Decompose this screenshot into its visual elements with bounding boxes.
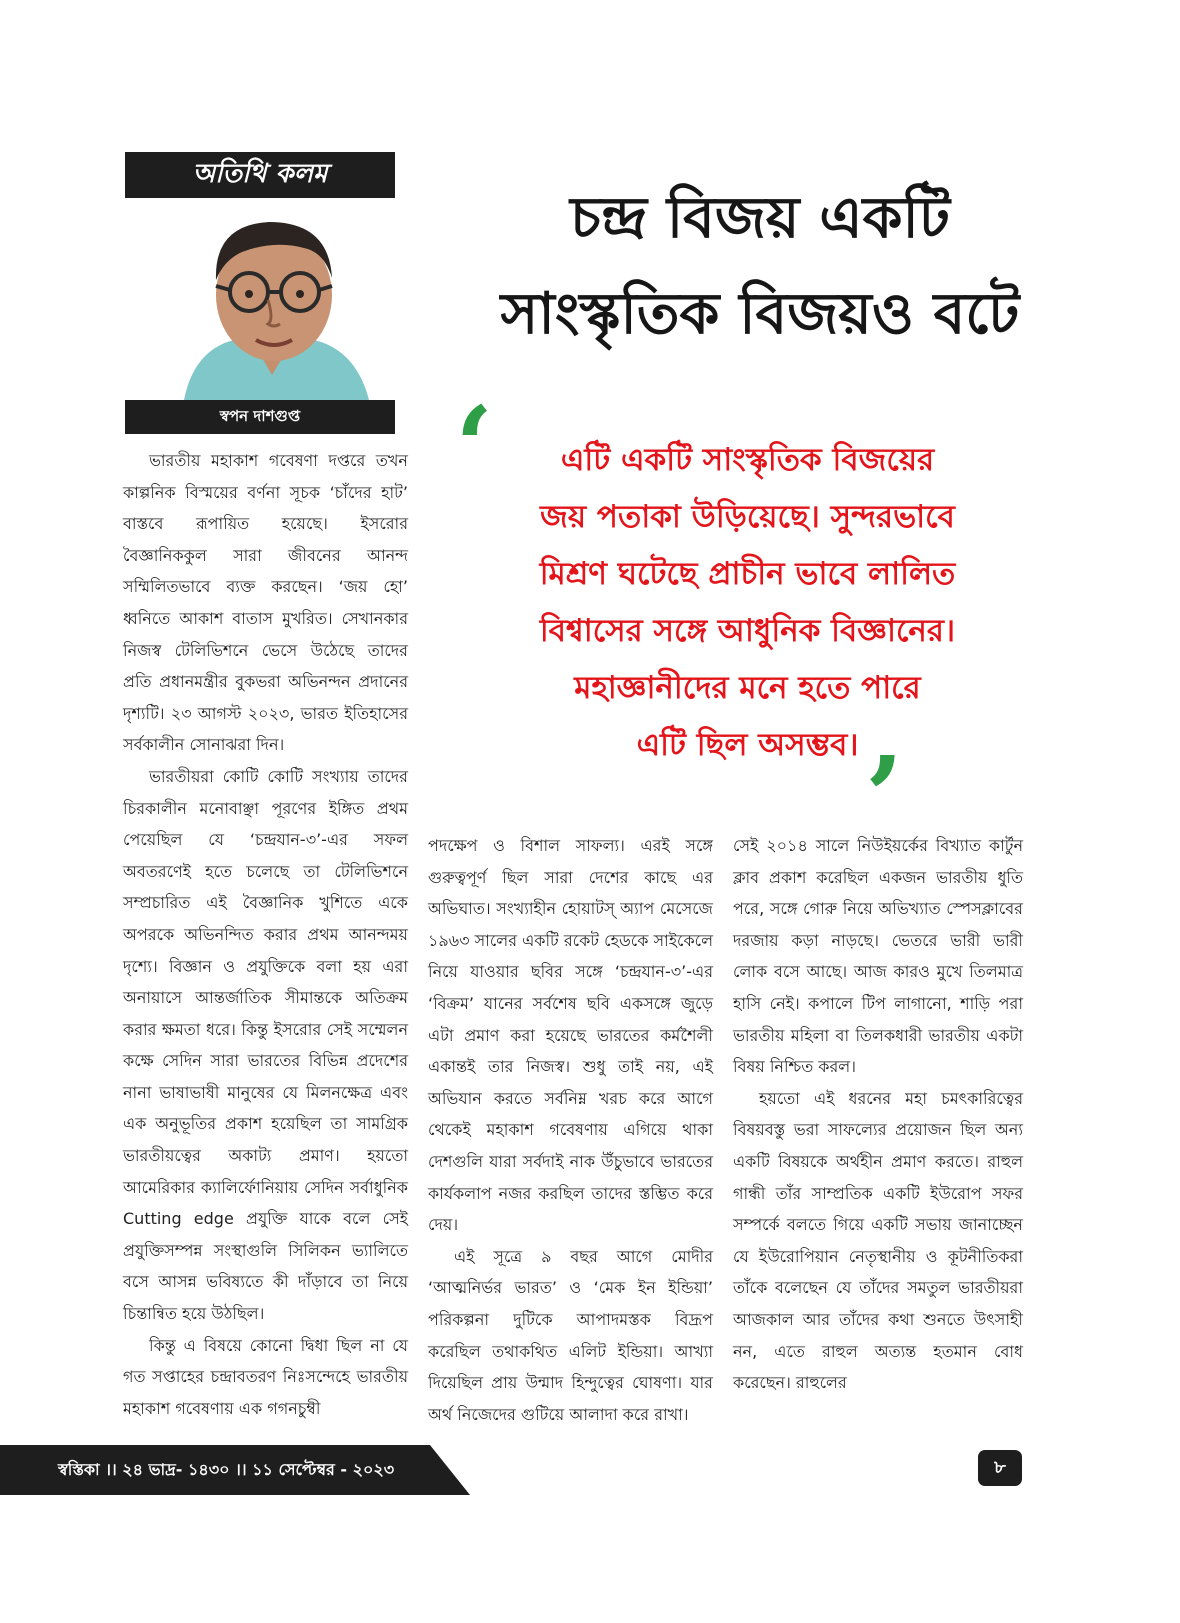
headline [440, 170, 1080, 362]
author-photo [164, 200, 382, 400]
pull-quote-line: বিশ্বাসের সঙ্গে আধুনিক বিজ্ঞানের। [539, 613, 956, 649]
body-paragraph: সেই ২০১৪ সালে নিউইয়র্কের বিখ্যাত কার্টুন ক্লাব প্রকাশ করেছিল একজন ভারতীয় ধুতি পরে, সঙ্গে গোরু নিয়ে অভিখ্যাত স্পেসক্লাবের দরজায় কড়া নাড়ছে। ভেতরে ভারী ভারী লোক বসে আছে। আজ কারও মুখে তিলমাত্র হাসি নেই। কপালে টিপ লাগানো, শাড়ি পরা ভারতীয় মহিলা বা তিলকধারী ভারতীয় একটা বিষয় নিশ্চিত করল। [733, 836, 1023, 1077]
body-paragraph: পদক্ষেপ ও বিশাল সাফল্য। এরই সঙ্গে গুরুত্বপূর্ণ ছিল সারা দেশের কাছে এর অভিঘাত। সংখ্যাহীন হোয়াটস্ অ্যাপ মেসেজে ১৯৬৩ সালের একটি রকেট হেডকে সাইকেলে নিয়ে যাওয়ার ছবির সঙ্গে ‘চন্দ্রযান-৩’-এর ‘বিক্রম’ যানের সর্বশেষ ছবি একসঙ্গে জুড়ে এটা প্রমাণ করা হয়েছে ভারতের কর্মশৈলী একান্তই তার নিজস্ব। শুধু তাই নয়, এই অভিযান করতে সর্বনিম্ন খরচ করে আগে থেকেই মহাকাশ গবেষণায় এগিয়ে থাকা দেশগুলি যারা সর্বদাই নাক উঁচুভাবে ভারতের কার্যকলাপ নজর করছিল তাদের স্তম্ভিত করে দেয়। [428, 836, 713, 1235]
pull-quote-line: এটি একটি সাংস্কৃতিক বিজয়ের [560, 442, 935, 478]
body-column-3 [733, 830, 1023, 1399]
close-quote-icon: ’ [865, 732, 904, 861]
pull-quote-line: জয় পতাকা উড়িয়েছে। সুন্দরভাবে [540, 499, 955, 535]
open-quote-icon: ‘ [455, 382, 494, 511]
headline-line-1: চন্দ্র বিজয় একটি [570, 185, 950, 251]
pull-quote-line: মিশ্রণ ঘটেছে প্রাচীন ভাবে লালিত [539, 556, 956, 592]
body-column-2 [428, 830, 713, 1430]
pull-quote [455, 432, 1040, 774]
column-tag: অতিথি কলম [125, 152, 395, 198]
body-column-1 [123, 445, 408, 1424]
body-paragraph: ভারতীয়রা কোটি কোটি সংখ্যায় তাদের চিরকালীন মনোবাঞ্ছা পূরণের ইঙ্গিত প্রথম পেয়েছিল যে ‘চন্দ্রযান-৩’-এর সফল অবতরণেই হতে চলেছে তা টেলিভিশনে সম্প্রচারিত এই বৈজ্ঞানিক খুশিতে একে অপরকে অভিনন্দিত করার প্রথম আনন্দময় দৃশ্যে। বিজ্ঞান ও প্রযুক্তিকে বলা হয় এরা অনায়াসে আন্তর্জাতিক সীমান্তকে অতিক্রম করার ক্ষমতা ধরে। কিন্তু ইসরোর সেই সম্মেলন কক্ষে সেদিন সারা ভারতের বিভিন্ন প্রদেশের নানা ভাষাভাষী মানুষের যে মিলনক্ষেত্র এবং এক অনুভূতির প্রকাশ হয়েছিল তা সামগ্রিক ভারতীয়ত্বের অকাট্য প্রমাণ। হয়তো আমেরিকার ক্যালির্ফোনিয়ায় সেদিন সর্বাধুনিক Cutting edge প্রযুক্তি যাকে বলে সেই প্রযুক্তিসম্পন্ন সংস্থাগুলি সিলিকন ভ্যালিতে বসে আসন্ন ভবিষ্যতে কী দাঁড়াবে তা নিয়ে চিন্তান্বিত হয়ে উঠছিল। [123, 766, 408, 1324]
body-paragraph: হয়তো এই ধরনের মহা চমৎকারিত্বের বিষয়বস্তু ভরা সাফল্যের প্রয়োজন ছিল অন্য একটি বিষয়কে অর্থহীন প্রমাণ করতে। রাহুল গান্ধী তাঁর সাম্প্রতিক একটি ইউরোপ সফর সম্পর্কে বলতে গিয়ে একটি সভায় জানাচ্ছেন যে ইউরোপিয়ান নেতৃস্থানীয় ও কূটনীতিকরা তাঁকে বলেছেন যে তাঁদের সমতুল ভারতীয়রা আজকাল আর তাঁদের কথা শুনতে উৎসাহী নন, এতে রাহুল অত্যন্ত হতমান বোধ করেছেন। রাহুলের [733, 1088, 1023, 1393]
headline-line-2: সাংস্কৃতিক বিজয়ও বটে [500, 281, 1020, 347]
page-number: ৮ [978, 1450, 1022, 1486]
body-paragraph: এই সূত্রে ৯ বছর আগে মোদীর ‘আত্মনির্ভর ভারত’ ও ‘মেক ইন ইন্ডিয়া’ পরিকল্পনা দুটিকে আপাদমস্তক বিদ্রূপ করেছিল তথাকথিত এলিট ইন্ডিয়া। আখ্যা দিয়েছিল প্রায় উন্মাদ হিন্দুত্বের ঘোষণা। যার অর্থ নিজেদের গুটিয়ে আলাদা করে রাখা। [428, 1246, 713, 1424]
pull-quote-line: মহাজ্ঞানীদের মনে হতে পারে [574, 670, 921, 706]
footer-publication-info: স্বস্তিকা ।। ২৪ ভাদ্র- ১৪৩০ ।। ১১ সেপ্টেম্বর - ২০২৩ [58, 1460, 395, 1479]
author-portrait-image [164, 200, 382, 400]
pull-quote-line: এটি ছিল অসম্ভব। [636, 727, 859, 763]
author-name: স্বপন দাশগুপ্ত [125, 400, 395, 434]
body-paragraph: ভারতীয় মহাকাশ গবেষণা দপ্তরে তখন কাল্পনিক বিস্ময়ের বর্ণনা সূচক ‘চাঁদের হাট’ বাস্তবে রূপায়িত হয়েছে। ইসরোর বৈজ্ঞানিককুল সারা জীবনের আনন্দ সম্মিলিতভাবে ব্যক্ত করছেন। ‘জয় হো’ ধ্বনিতে আকাশ বাতাস মুখরিত। সেখানকার নিজস্ব টেলিভিশনে ভেসে উঠেছে তাদের প্রতি প্রধানমন্ত্রীর বুকভরা অভিনন্দন প্রদানের দৃশ্যটি। ২৩ আগস্ট ২০২৩, ভারত ইতিহাসের সর্বকালীন সোনাঝরা দিন। [123, 451, 408, 755]
body-paragraph: কিন্তু এ বিষয়ে কোনো দ্বিধা ছিল না যে গত সপ্তাহের চন্দ্রাবতরণ নিঃসন্দেহে ভারতীয় মহাকাশ গবেষণায় এক গগনচুম্বী [123, 1335, 408, 1418]
